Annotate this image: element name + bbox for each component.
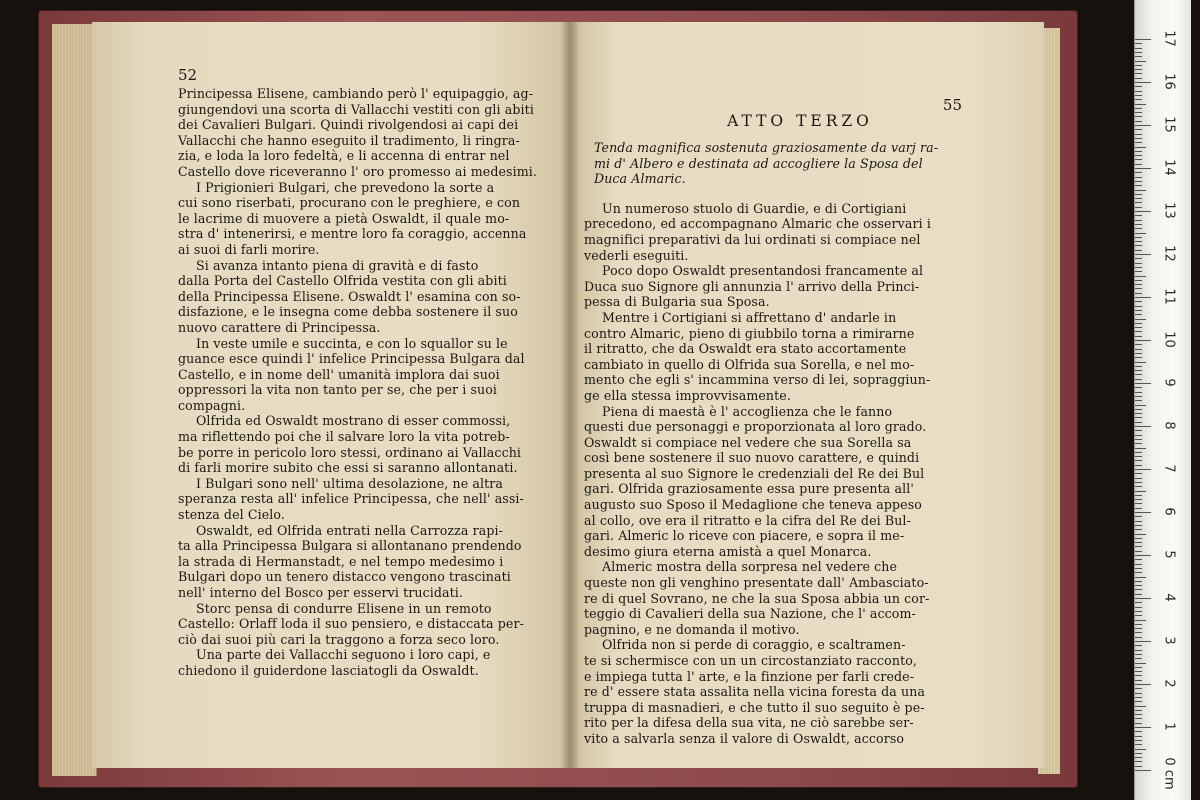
ruler-tick [1135, 680, 1142, 681]
ruler-number: 1 [1161, 722, 1177, 731]
text-line: precedono, ed accompagnano Almaric che osservari i [584, 216, 931, 232]
ruler-tick [1135, 516, 1142, 517]
ruler-tick [1135, 104, 1146, 105]
ruler-tick [1135, 598, 1151, 599]
ruler-tick [1135, 602, 1142, 603]
text-line: magnifici preparativi da lui ordinati si compiace nel [584, 231, 921, 247]
text-line: ai suoi di farli morire. [178, 241, 320, 257]
ruler-tick [1135, 78, 1142, 79]
ruler-tick [1135, 353, 1142, 354]
ruler-tick [1135, 637, 1142, 638]
ruler-tick [1135, 667, 1142, 668]
ruler-tick [1135, 684, 1151, 685]
ruler-tick [1135, 121, 1142, 122]
text-line: contro Almaric, pieno di giubbilo torna a rimirarne [584, 325, 915, 341]
ruler-tick [1135, 697, 1142, 698]
ruler-tick [1135, 374, 1142, 375]
ruler-tick [1135, 469, 1151, 470]
ruler-tick [1135, 263, 1142, 264]
ruler-tick [1135, 568, 1142, 569]
ruler-tick [1135, 207, 1142, 208]
text-line: vito a salvarla senza il valore di Oswaldt, accorso [584, 730, 905, 746]
ruler-tick [1135, 228, 1142, 229]
ruler-tick [1135, 241, 1142, 242]
ruler-tick [1135, 168, 1151, 169]
ruler-tick [1135, 396, 1142, 397]
ruler-tick [1135, 529, 1142, 530]
ruler-tick [1135, 525, 1142, 526]
ruler-tick [1135, 237, 1142, 238]
ruler-tick [1135, 766, 1142, 767]
ruler-tick [1135, 663, 1146, 664]
ruler-tick [1135, 512, 1151, 513]
ruler-tick [1135, 301, 1142, 302]
scene-description [584, 140, 1016, 187]
text-line: mento che egli s' incammina verso di lei, sopraggiun- [584, 372, 931, 388]
ruler-tick [1135, 753, 1142, 754]
ruler-tick [1135, 405, 1146, 406]
text-line: nell' interno del Bosco per esservi trucidati. [178, 585, 464, 600]
ruler-tick [1135, 564, 1142, 565]
ruler-tick [1135, 607, 1142, 608]
ruler-tick [1135, 577, 1146, 578]
ruler-number: 2 [1161, 679, 1177, 688]
text-line: desimo giura eterna amistà a quel Monarca. [584, 543, 872, 559]
ruler-number: 9 [1161, 378, 1177, 387]
text-line: I Prigionieri Bulgari, che prevedono la sorte a [196, 179, 495, 195]
text-line: di farli morire subito che essi si saranno allontanati. [178, 460, 518, 476]
ruler-tick [1135, 82, 1151, 83]
text-line: te si schermisce con un un circostanziato racconto, [584, 653, 918, 668]
ruler-tick [1135, 645, 1142, 646]
ruler-tick [1135, 701, 1142, 702]
ruler-number: 7 [1161, 464, 1177, 473]
ruler-tick [1135, 185, 1142, 186]
ruler-tick [1135, 147, 1146, 148]
ruler-tick [1135, 271, 1142, 272]
text-line: Poco dopo Oswaldt presentandosi francamente al [602, 263, 924, 279]
ruler-tick [1135, 202, 1142, 203]
ruler-tick [1135, 151, 1142, 152]
ruler-tick [1135, 108, 1142, 109]
text-line: ma riflettendo poi che il salvare loro la vita potreb- [178, 429, 510, 445]
ruler-tick [1135, 723, 1142, 724]
text-line: Duca Almaric. [594, 171, 686, 187]
ruler-tick [1135, 620, 1146, 621]
ruler-number: 10 [1161, 331, 1177, 348]
ruler-tick [1135, 611, 1142, 612]
ruler-tick [1135, 95, 1142, 96]
ruler-number: 14 [1161, 159, 1177, 176]
ruler-tick [1135, 181, 1142, 182]
ruler-tick [1135, 327, 1142, 328]
ruler-tick [1135, 465, 1142, 466]
ruler-tick [1135, 749, 1146, 750]
text-line: zia, e loda la loro fedeltà, e li accenna di entrar nel [178, 148, 510, 164]
ruler-tick [1135, 413, 1142, 414]
ruler-tick [1135, 370, 1142, 371]
ruler-tick [1135, 280, 1142, 281]
text-line: Mentre i Cortigiani si affrettano d' andarle in [602, 309, 897, 325]
ruler-tick [1135, 366, 1142, 367]
ruler-tick [1135, 43, 1142, 44]
ruler-tick [1135, 426, 1151, 427]
ruler-tick [1135, 310, 1142, 311]
text-line: disfazione, e le insegna come debba sostenere il suo [178, 304, 518, 320]
ruler-tick [1135, 155, 1142, 156]
ruler-tick [1135, 336, 1142, 337]
ruler-label: 0 cm [1161, 757, 1177, 790]
ruler-number: 16 [1161, 73, 1177, 90]
ruler-tick [1135, 116, 1142, 117]
ruler-tick [1135, 172, 1142, 173]
ruler-number: 4 [1161, 593, 1177, 602]
page-edges-left [52, 24, 97, 776]
ruler-tick [1135, 688, 1142, 689]
ruler-tick [1135, 69, 1142, 70]
ruler-tick [1135, 254, 1151, 255]
ruler-tick [1135, 142, 1142, 143]
ruler-tick [1135, 125, 1151, 126]
ruler-tick [1135, 581, 1142, 582]
ruler-tick [1135, 276, 1146, 277]
ruler-tick [1135, 555, 1151, 556]
ruler-tick [1135, 177, 1142, 178]
ruler-tick [1135, 482, 1142, 483]
ruler-tick [1135, 693, 1142, 694]
ruler-tick [1135, 417, 1142, 418]
text-line: teggio di Cavalieri della sua Nazione, che l' accom- [584, 606, 916, 622]
ruler-tick [1135, 138, 1142, 139]
ruler-tick [1135, 129, 1142, 130]
text-line: pagnino, e ne domanda il motivo. [584, 621, 800, 637]
text-line: Storc pensa di condurre Elisene in un remoto [196, 600, 492, 616]
text-line: Castello dove riceveranno l' oro promesso ai medesimi. [178, 163, 537, 179]
ruler-tick [1135, 435, 1142, 436]
ruler-tick [1135, 460, 1142, 461]
ruler-tick [1135, 710, 1142, 711]
ruler-tick [1135, 585, 1142, 586]
text-line: rito per la difesa della sua vita, ne ciò sarebbe ser- [584, 715, 914, 731]
text-line: al collo, ove era il ritratto e la cifra del Re dei Bul- [584, 512, 911, 528]
text-line: gari. Olfrida graziosamente essa pure presenta all' [584, 481, 914, 497]
measuring-ruler [1134, 0, 1191, 800]
ruler-tick [1135, 473, 1142, 474]
right-page-text [584, 201, 1016, 747]
ruler-tick [1135, 538, 1142, 539]
text-line: e impiega tutta l' arte, e la finzione per farli crede- [584, 668, 915, 684]
ruler-tick [1135, 134, 1142, 135]
ruler-number: 11 [1161, 288, 1177, 305]
ruler-tick [1135, 112, 1142, 113]
text-line: augusto suo Sposo il Medaglione che teneva appeso [584, 497, 922, 513]
text-line: cambiato in quello di Olfrida sua Sorella, e nel mo- [584, 356, 915, 372]
ruler-tick [1135, 383, 1151, 384]
text-line: le lacrime di muovere a pietà Oswaldt, il quale mo- [178, 210, 510, 226]
ruler-tick [1135, 293, 1142, 294]
ruler-tick [1135, 331, 1142, 332]
ruler-tick [1135, 594, 1142, 595]
ruler-tick [1135, 164, 1142, 165]
text-line: dalla Porta del Castello Olfrida vestita con gli abiti [178, 273, 507, 289]
ruler-tick [1135, 297, 1151, 298]
text-line: Bulgari dopo un tenero distacco vengono trascinati [178, 569, 511, 585]
ruler-tick [1135, 357, 1142, 358]
ruler-tick [1135, 430, 1142, 431]
text-line: ciò dai suoi più cari la traggono a forza seco loro. [178, 631, 500, 647]
ruler-tick [1135, 478, 1142, 479]
text-line: Duca suo Signore gli annunzia l' arrivo della Princi- [584, 278, 920, 294]
ruler-tick [1135, 211, 1151, 212]
book-gutter [560, 22, 580, 768]
text-line: ge ella stessa improvvisamente. [584, 387, 791, 403]
text-line: re d' essere stata assalita nella vicina foresta da una [584, 684, 926, 700]
ruler-tick [1135, 379, 1142, 380]
ruler-number: 8 [1161, 421, 1177, 430]
ruler-number: 13 [1161, 202, 1177, 219]
ruler-tick [1135, 757, 1142, 758]
ruler-tick [1135, 658, 1142, 659]
ruler-tick [1135, 99, 1142, 100]
ruler-tick [1135, 628, 1142, 629]
text-line: Si avanza intanto piena di gravità e di fasto [196, 257, 479, 273]
text-line: Almeric mostra della sorpresa nel vedere che [602, 559, 898, 575]
text-line: I Bulgari sono nell' ultima desolazione, ne altra [196, 475, 504, 491]
text-line: guance esce quindi l' infelice Principessa Bulgara dal [178, 351, 525, 367]
ruler-tick [1135, 39, 1151, 40]
text-line: presenta al suo Signore le credenziali del Re dei Bul [584, 465, 925, 481]
ruler-tick [1135, 727, 1151, 728]
ruler-tick [1135, 65, 1142, 66]
ruler-tick [1135, 220, 1142, 221]
ruler-tick [1135, 91, 1142, 92]
text-line: questi due personaggi e proporzionata al loro grado. [584, 419, 927, 435]
ruler-number: 6 [1161, 507, 1177, 516]
ruler-tick [1135, 589, 1142, 590]
ruler-tick [1135, 349, 1142, 350]
right-page [570, 22, 1044, 768]
text-line: pessa di Bulgaria sua Sposa. [584, 294, 770, 310]
ruler-tick [1135, 714, 1142, 715]
text-line: oppressori la vita non tanto per se, che per i suoi [178, 382, 498, 398]
text-line: mi d' Albero e destinata ad accogliere la Sposa del [594, 155, 923, 171]
ruler-tick [1135, 258, 1142, 259]
text-line: Una parte dei Vallacchi seguono i loro capi, e [196, 647, 491, 663]
ruler-tick [1135, 521, 1142, 522]
ruler-tick [1135, 198, 1142, 199]
ruler-tick [1135, 439, 1142, 440]
ruler-tick [1135, 706, 1146, 707]
ruler-tick [1135, 323, 1142, 324]
ruler-tick [1135, 86, 1142, 87]
text-line: giungendovi una scorta di Vallacchi vestiti con gli abiti [178, 101, 534, 117]
text-line: così bene sostenere il suo nuovo carattere, e quindi [584, 450, 920, 466]
ruler-tick [1135, 572, 1142, 573]
ruler-tick [1135, 344, 1142, 345]
text-line: della Principessa Elisene. Oswaldt l' esamina con so- [178, 288, 521, 304]
text-line: be porre in pericolo loro stessi, ordinano ai Vallacchi [178, 444, 522, 460]
ruler-tick [1135, 392, 1142, 393]
text-line: Oswaldt si compiace nel vedere che sua Sorella sa [584, 434, 912, 450]
ruler-tick [1135, 190, 1146, 191]
ruler-tick [1135, 409, 1142, 410]
ruler-tick [1135, 288, 1142, 289]
ruler-tick [1135, 641, 1151, 642]
ruler-tick [1135, 267, 1142, 268]
left-page [92, 22, 570, 768]
ruler-tick [1135, 491, 1146, 492]
text-line: chiedono il guiderdone lasciatogli da Oswaldt. [178, 662, 479, 678]
ruler-tick [1135, 654, 1142, 655]
text-line: il ritratto, che da Oswaldt era stato accortamente [584, 341, 907, 357]
ruler-tick [1135, 551, 1142, 552]
ruler-tick [1135, 245, 1142, 246]
ruler-tick [1135, 452, 1142, 453]
ruler-tick [1135, 448, 1146, 449]
ruler-tick [1135, 422, 1142, 423]
ruler-tick [1135, 250, 1142, 251]
ruler-tick [1135, 443, 1142, 444]
ruler-number: 17 [1161, 30, 1177, 47]
page-number: 52 [178, 66, 198, 84]
ruler-number: 12 [1161, 245, 1177, 262]
text-line: Tenda magnifica sostenuta graziosamente da varj ra- [594, 140, 939, 155]
ruler-tick [1135, 499, 1142, 500]
text-line: speranza resta all' infelice Principessa, che nell' assi- [178, 491, 524, 507]
text-line: Un numeroso stuolo di Guardie, e di Cortigiani [602, 200, 907, 216]
text-line: re di quel Sovrano, ne che la sua Sposa abbia un cor- [584, 590, 930, 606]
text-line: gari. Almeric lo riceve con piacere, e sopra il me- [584, 528, 905, 544]
ruler-tick [1135, 340, 1151, 341]
ruler-tick [1135, 486, 1142, 487]
text-line: la strada di Hermanstadt, e nel tempo medesimo i [178, 553, 504, 569]
ruler-tick [1135, 740, 1142, 741]
text-line: Olfrida non si perde di coraggio, e scaltramen- [602, 637, 906, 653]
text-line: Castello: Orlaff loda il suo pensiero, e distaccata per- [178, 616, 524, 632]
ruler-tick [1135, 306, 1142, 307]
text-line: truppa di masnadieri, e che tutto il suo seguito è pe- [584, 699, 925, 715]
ruler-tick [1135, 362, 1146, 363]
ruler-number: 15 [1161, 116, 1177, 133]
ruler-tick [1135, 761, 1142, 762]
ruler-tick [1135, 534, 1146, 535]
ruler-tick [1135, 233, 1146, 234]
text-line: In veste umile e succinta, e con lo squallor su le [196, 335, 508, 351]
ruler-tick [1135, 73, 1142, 74]
ruler-tick [1135, 503, 1142, 504]
ruler-tick [1135, 542, 1142, 543]
ruler-tick [1135, 224, 1142, 225]
text-line: stenza del Cielo. [178, 507, 285, 523]
text-line: stra d' intenerirsi, e mentre loro fa coraggio, accenna [178, 226, 527, 242]
ruler-tick [1135, 615, 1142, 616]
ruler-tick [1135, 319, 1146, 320]
ruler-tick [1135, 632, 1142, 633]
ruler-tick [1135, 159, 1142, 160]
text-line: Oswaldt, ed Olfrida entrati nella Carrozza rapi- [196, 522, 503, 538]
ruler-tick [1135, 744, 1142, 745]
ruler-tick [1135, 48, 1142, 49]
ruler-tick [1135, 495, 1142, 496]
text-line: Olfrida ed Oswaldt mostrano di esser commossi, [196, 413, 511, 429]
ruler-tick [1135, 284, 1142, 285]
ruler-tick [1135, 314, 1142, 315]
text-line: dei Cavalieri Bulgari. Quindi rivolgendosi ai capi dei [178, 117, 519, 133]
text-line: cui sono riserbati, procurano con le preghiere, e con [178, 195, 521, 211]
text-line: Principessa Elisene, cambiando però l' equipaggio, ag- [178, 86, 534, 101]
ruler-tick [1135, 546, 1142, 547]
text-line: Piena di maestà è l' accoglienza che le fanno [602, 403, 893, 419]
ruler-number: 3 [1161, 636, 1177, 645]
ruler-tick [1135, 194, 1142, 195]
ruler-tick [1135, 56, 1142, 57]
text-line: ta alla Principessa Bulgara si allontanano prendendo [178, 538, 522, 554]
text-line: nuovo carattere di Principessa. [178, 319, 381, 335]
text-line: Vallacchi che hanno eseguito il tradimento, li ringra- [178, 132, 520, 148]
ruler-tick [1135, 675, 1142, 676]
text-line: queste non gli venghino presentate dall' Ambasciato- [584, 575, 929, 591]
ruler-tick [1135, 400, 1142, 401]
text-line: vederli eseguiti. [584, 247, 689, 263]
ruler-tick [1135, 770, 1151, 771]
ruler-tick [1135, 61, 1146, 62]
text-line: compagni. [178, 397, 246, 413]
ruler-tick [1135, 387, 1142, 388]
ruler-tick [1135, 559, 1142, 560]
ruler-tick [1135, 718, 1142, 719]
ruler-tick [1135, 671, 1142, 672]
ruler-tick [1135, 52, 1142, 53]
ruler-tick [1135, 456, 1142, 457]
left-page-text [178, 86, 554, 679]
ruler-tick [1135, 736, 1142, 737]
ruler-number: 5 [1161, 550, 1177, 559]
act-heading: ATTO TERZO [727, 112, 873, 130]
text-line: Castello, e in nome dell' umanità implora dai suoi [178, 366, 500, 382]
ruler-tick [1135, 215, 1142, 216]
ruler-tick [1135, 508, 1142, 509]
ruler-tick [1135, 731, 1142, 732]
ruler-tick [1135, 650, 1142, 651]
ruler-tick [1135, 624, 1142, 625]
page-number: 55 [942, 96, 962, 114]
